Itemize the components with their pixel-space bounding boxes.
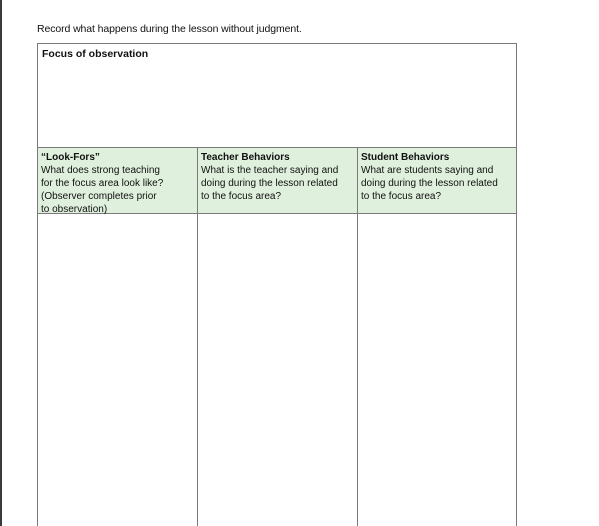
student-behaviors-header bbox=[361, 151, 515, 203]
window-left-edge bbox=[0, 0, 2, 526]
student-behaviors-description-line: to the focus area? bbox=[361, 191, 442, 202]
look-fors-description-line: What does strong teaching bbox=[41, 165, 160, 176]
observation-form-table bbox=[37, 43, 517, 526]
student-behaviors-title: Student Behaviors bbox=[361, 152, 450, 163]
teacher-behaviors-description-line: to the focus area? bbox=[201, 191, 282, 202]
look-fors-entry-cell[interactable] bbox=[38, 214, 197, 526]
teacher-behaviors-title: Teacher Behaviors bbox=[201, 152, 290, 163]
look-fors-header bbox=[41, 151, 193, 216]
student-behaviors-description-line: What are students saying and bbox=[361, 165, 494, 176]
teacher-behaviors-entry-cell[interactable] bbox=[198, 214, 357, 526]
teacher-behaviors-description-line: What is the teacher saying and bbox=[201, 165, 339, 176]
student-behaviors-entry-cell[interactable] bbox=[358, 214, 516, 526]
look-fors-title: “Look-Fors” bbox=[41, 152, 100, 163]
look-fors-description-line: to observation) bbox=[41, 204, 108, 215]
look-fors-description-line: (Observer completes prior bbox=[41, 191, 157, 202]
focus-of-observation-label: Focus of observation bbox=[42, 48, 149, 60]
instruction-text: Record what happens during the lesson without judgment. bbox=[37, 23, 302, 35]
student-behaviors-description-line: doing during the lesson related bbox=[361, 178, 498, 189]
column-header-row bbox=[38, 148, 516, 214]
teacher-behaviors-header bbox=[201, 151, 355, 203]
focus-of-observation-cell[interactable] bbox=[38, 44, 516, 148]
teacher-behaviors-description-line: doing during the lesson related bbox=[201, 178, 338, 189]
look-fors-description-line: for the focus area look like? bbox=[41, 178, 164, 189]
